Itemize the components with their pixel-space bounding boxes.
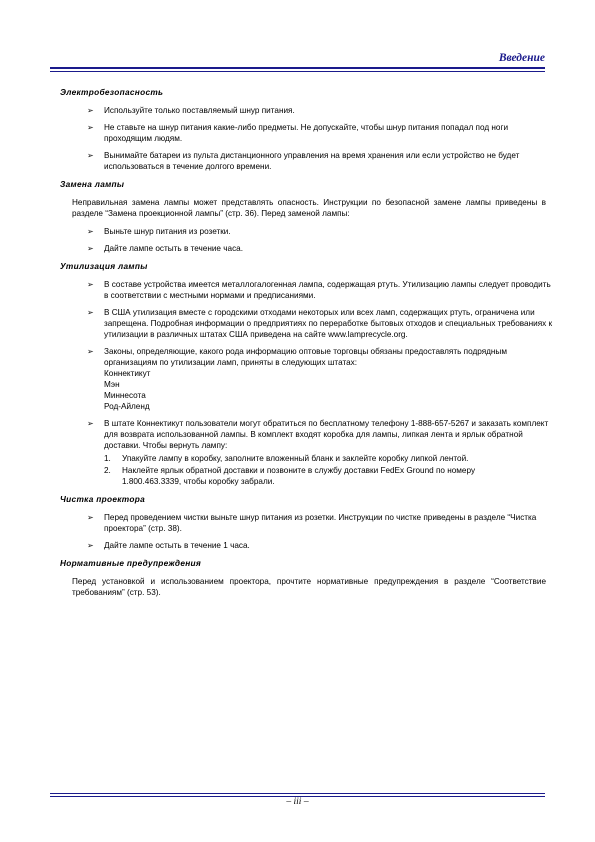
arrow-bullet-icon: ➢ [87, 308, 94, 317]
list-item: ➢ Законы, определяющие, какого рода информацию оптовые торговцы обязаны предоставлять подрядным организациям по утилизации ламп, приняты в следующих штатах: Коннектикут Мэн Миннесота Род-Айленд [60, 346, 546, 412]
section-electrical-safety [60, 87, 546, 172]
section-cleaning [60, 494, 546, 551]
steps-list [104, 453, 546, 487]
section-title: Нормативные предупреждения [60, 558, 202, 568]
arrow-bullet-icon: ➢ [87, 123, 94, 132]
list-item: ➢ Вынимайте батареи из пульта дистанционного управления на время хранения или если устройство не будет использоваться в течение долгого времени. [87, 151, 520, 171]
arrow-bullet-icon: ➢ [87, 106, 94, 115]
arrow-bullet-icon: ➢ [87, 280, 94, 289]
state-name: Мэн [104, 380, 120, 389]
section-lamp-replacement [60, 179, 546, 254]
list-item: ➢ В составе устройства имеется металлогалогенная лампа, содержащая ртуть. Утилизацию лампы следует проводить в соответствии с местными нормами и предписаниями. [87, 280, 551, 300]
section-regulatory [60, 558, 546, 598]
paragraph: Перед установкой и использованием проектора, прочтите нормативные предупреждения в разделе “Соответствие требованиям” (стр. 53). [72, 577, 546, 597]
list-item: ➢ В США утилизация вместе с городскими отходами некоторых или всех ламп, содержащих ртуть, ограничена или запрещена. Подробная информации о предприятиях по переработке бытовых отходов и специальных требованиях к утилизации в различных штатах США приведена на сайте www.lamprecycle.org. [87, 308, 553, 339]
list-item: ➢ В штате Коннектикут пользователи могут обратиться по бесплатному телефону 1-888-657-5267 и заказать комплект для возврата использованной лампы. В комплект входят коробка для лампы, липкая лента и ярлык обратной доставки. Чтобы вернуть лампу: 1. Упакуйте лампу в коробку, заполните вложенный бланк и заклейте коробку липкой лентой. 2. Наклейте ярлык обратной доставки и позвоните в службу доставки FedEx Ground по номеру 1.800.463.3339, чтобы коробку забрали. [87, 419, 549, 486]
arrow-bullet-icon: ➢ [87, 541, 94, 550]
page-content [60, 87, 553, 605]
list-item: ➢ Дайте лампе остыть в течение часа. [87, 244, 243, 253]
arrow-bullet-icon: ➢ [87, 151, 94, 160]
list-item: ➢ Перед проведением чистки выньте шнур питания из розетки. Инструкции по чистке приведены в разделе “Чистка проектора” (стр. 38). [87, 513, 537, 533]
list-item: ➢ Дайте лампе остыть в течение 1 часа. [87, 541, 250, 550]
paragraph: Неправильная замена лампы может представлять опасность. Инструкции по безопасной замене лампы приведены в разделе “Замена проекционной лампы” (стр. 36). Перед заменой лампы: [72, 198, 546, 218]
list-item: ➢ Используйте только поставляемый шнур питания. [87, 106, 295, 115]
step-item: 1. Упакуйте лампу в коробку, заполните вложенный бланк и заклейте коробку липкой лентой. [104, 454, 469, 463]
section-title: Электробезопасность [60, 87, 164, 97]
arrow-bullet-icon: ➢ [87, 244, 94, 253]
state-name: Миннесота [104, 391, 146, 400]
arrow-bullet-icon: ➢ [87, 227, 94, 236]
page-number: – iii – [286, 797, 309, 807]
arrow-bullet-icon: ➢ [87, 347, 94, 356]
section-lamp-disposal [60, 261, 553, 487]
list-item: ➢ Не ставьте на шнур питания какие-либо предметы. Не допускайте, чтобы шнур питания попадал под ноги проходящим людям. [87, 123, 509, 143]
header-rule [50, 67, 545, 69]
step-item: 2. Наклейте ярлык обратной доставки и позвоните в службу доставки FedEx Ground по номеру 1.800.463.3339, чтобы коробку забрали. [104, 466, 476, 486]
header-rule-thin [50, 71, 545, 72]
footer-rule [50, 793, 545, 794]
state-name: Род-Айленд [104, 402, 150, 411]
section-title: Замена лампы [60, 179, 125, 189]
arrow-bullet-icon: ➢ [87, 513, 94, 522]
header-title: Введение [498, 52, 545, 64]
list-item: ➢ Выньте шнур питания из розетки. [87, 227, 231, 236]
states-list [104, 368, 546, 412]
state-name: Коннектикут [104, 369, 151, 378]
arrow-bullet-icon: ➢ [87, 419, 94, 428]
section-title: Утилизация лампы [60, 261, 148, 271]
section-title: Чистка проектора [60, 494, 146, 504]
